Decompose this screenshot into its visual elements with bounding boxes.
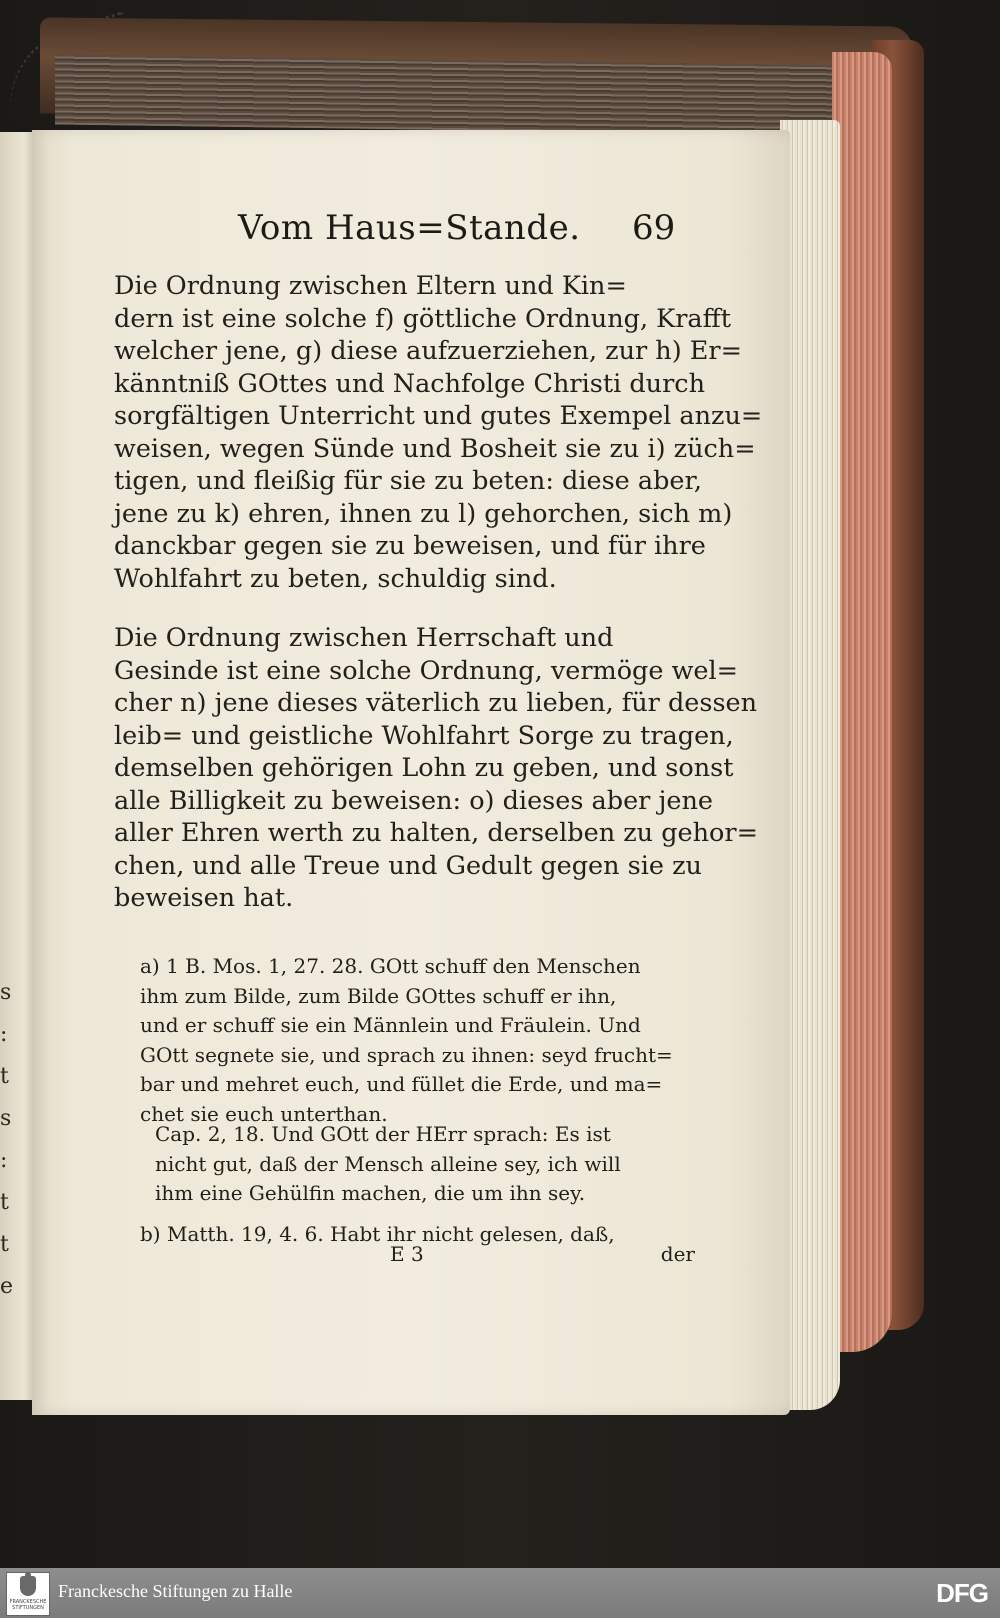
institution-logo[interactable]: [6, 1572, 50, 1616]
page-block-top: [55, 54, 845, 135]
running-header: [202, 208, 702, 258]
text-line: b) Matth. 19, 4. 6. Habt ihr nicht gelesen, daß,: [140, 1222, 615, 1246]
text-line: weisen, wegen Sünde und Bosheit sie zu i) züch=: [114, 433, 756, 464]
text-line: GOtt segnete sie, und sprach zu ihnen: seyd frucht=: [140, 1042, 673, 1067]
text-line: tigen, und fleißig für sie zu beten: diese aber,: [114, 466, 702, 496]
catchword: der: [660, 1242, 695, 1266]
left-page-edge: [0, 132, 34, 1400]
header-title: Vom Haus=Stande.: [238, 208, 581, 248]
text-line: welcher jene, g) diese aufzuerziehen, zur h) Er=: [114, 336, 742, 366]
text-line: Cap. 2, 18. Und GOtt der HErr sprach: Es ist: [155, 1122, 611, 1146]
text-line: Wohlfahrt zu beten, schuldig sind.: [114, 563, 557, 594]
text-line: bar und mehret euch, und füllet die Erde, und ma=: [140, 1072, 663, 1096]
page-number: 69: [632, 208, 676, 248]
text-line: cher n) jene dieses väterlich zu lieben, für dessen: [114, 688, 758, 718]
dfg-logo[interactable]: DFG: [936, 1578, 988, 1608]
margin-mark: :: [0, 1022, 8, 1047]
left-margin-marks: [0, 972, 14, 1308]
text-line: und er schuff sie ein Männlein und Fräulein. Und: [140, 1013, 641, 1037]
margin-mark: :: [0, 1148, 8, 1173]
text-line: dern ist eine solche f) göttliche Ordnung, Krafft: [114, 303, 731, 334]
institution-label[interactable]: Franckesche Stiftungen zu Halle: [58, 1581, 293, 1601]
text-line: jene zu k) ehren, ihnen zu l) gehorchen, sich m): [114, 498, 733, 529]
signature-mark: E 3: [390, 1242, 424, 1266]
margin-mark: t: [0, 1064, 9, 1089]
red-page-edge: [832, 52, 892, 1352]
emblem-icon: [20, 1576, 36, 1596]
text-line: aller Ehren werth zu halten, derselben zu gehor=: [114, 818, 758, 848]
footer-bar: [0, 1568, 1000, 1618]
logo-text: FRANCKESCHE STIFTUNGEN: [9, 1599, 47, 1611]
margin-mark: e: [0, 1274, 14, 1299]
text-line: beweisen hat.: [114, 883, 294, 913]
book-page: [32, 130, 790, 1415]
text-line: alle Billigkeit zu beweisen: o) dieses aber jene: [114, 785, 713, 816]
text-line: demselben gehörigen Lohn zu geben, und sonst: [114, 753, 734, 783]
text-line: ihm zum Bilde, zum Bilde GOttes schuff er ihn,: [140, 983, 617, 1008]
paragraph-master-servants: [114, 622, 758, 915]
margin-mark: s: [0, 980, 12, 1005]
text-line: Die Ordnung zwischen Eltern und Kin=: [114, 271, 627, 301]
margin-mark: t: [0, 1232, 9, 1257]
text-line: ihm eine Gehülfin machen, die um ihn sey.: [155, 1181, 586, 1205]
paragraph-parents-children: [114, 270, 763, 595]
text-line: känntniß GOttes und Nachfolge Christi durch: [114, 368, 705, 399]
text-line: a) 1 B. Mos. 1, 27. 28. GOtt schuff den Menschen: [140, 954, 641, 978]
text-line: Die Ordnung zwischen Herrschaft und: [114, 623, 614, 653]
text-line: nicht gut, daß der Mensch alleine sey, ich will: [155, 1151, 621, 1176]
text-line: Gesinde ist eine solche Ordnung, vermöge wel=: [114, 655, 739, 686]
text-line: chet sie euch unterthan.: [140, 1101, 388, 1126]
footnote-cap: [155, 1120, 710, 1209]
text-line: leib= und geistliche Wohlfahrt Sorge zu tragen,: [114, 720, 734, 751]
margin-mark: t: [0, 1190, 9, 1215]
margin-mark: s: [0, 1106, 12, 1131]
text-line: danckbar gegen sie zu beweisen, und für ihre: [114, 531, 706, 561]
text-line: chen, und alle Treue und Gedult gegen sie zu: [114, 850, 702, 881]
text-line: sorgfältigen Unterricht und gutes Exempel anzu=: [114, 401, 763, 431]
footnote-a: [140, 952, 695, 1129]
